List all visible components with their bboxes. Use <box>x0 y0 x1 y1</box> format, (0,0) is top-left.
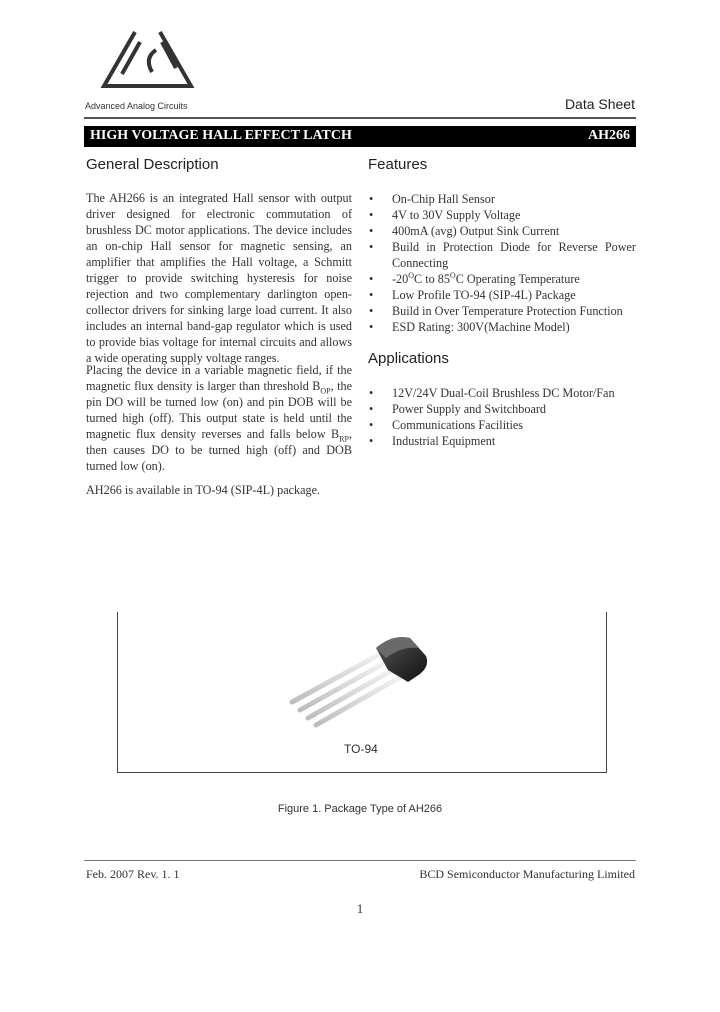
document-title: HIGH VOLTAGE HALL EFFECT LATCH <box>90 128 352 143</box>
applications-heading: Applications <box>368 350 449 367</box>
list-item: • Build in Protection Diode for Reverse Power Connecting <box>369 240 636 270</box>
header-divider <box>84 117 636 119</box>
part-number: AH266 <box>588 128 630 143</box>
to94-package-icon <box>280 630 440 730</box>
list-item: • Industrial Equipment <box>369 434 496 448</box>
general-description-heading: General Description <box>86 156 219 173</box>
description-paragraph-3: AH266 is available in TO-94 (SIP-4L) package. <box>86 483 321 497</box>
title-bar <box>84 126 636 147</box>
list-item: • 4V to 30V Supply Voltage <box>369 208 521 222</box>
description-paragraph-1: The AH266 is an integrated Hall sensor with output driver designed for electronic commutation of brushless DC motor applications. The device includes an on-chip Hall sensor for magnetic sensing, an amplifier that amplifies the Hall voltage, a Schmitt trigger to provide switching hysteresis for noise rejection and two complementary darlington open-collector drivers for sinking large load current. It also includes an internal band-gap regulator which is used to provide bias voltage for internal circuits and allows a wide operating supply voltage ranges. <box>86 191 352 365</box>
package-label: TO-94 <box>344 742 378 756</box>
list-item: • ESD Rating: 300V(Machine Model) <box>369 320 570 334</box>
footer-company: BCD Semiconductor Manufacturing Limited <box>419 867 635 881</box>
footer-divider <box>84 860 636 861</box>
page-number: 1 <box>356 901 364 916</box>
list-item: • Communications Facilities <box>369 418 524 432</box>
figure-caption: Figure 1. Package Type of AH266 <box>277 803 443 815</box>
list-item: • On-Chip Hall Sensor <box>369 192 495 206</box>
list-item: • 12V/24V Dual-Coil Brushless DC Motor/Fan <box>369 386 615 400</box>
list-item: • Low Profile TO-94 (SIP-4L) Package <box>369 288 576 302</box>
features-heading: Features <box>368 156 428 173</box>
company-logo-icon <box>100 28 195 90</box>
list-item: • 400mA (avg) Output Sink Current <box>369 224 560 238</box>
description-paragraph-2: Placing the device in a variable magnetic field, if the magnetic flux density is larger than threshold $B_{OP}$, the pin DO will be turned low (on) and pin DOB will be turned high (off). This output state is held until the magnetic flux density reverses and falls below $B_{RP}$, then causes DO to be turned high (off) and DOB turned low (on). <box>86 363 353 473</box>
footer-date-revision: Feb. 2007 Rev. 1. 1 <box>86 867 180 881</box>
applications-list <box>368 385 636 449</box>
features-list <box>368 191 636 335</box>
company-name: Advanced Analog Circuits <box>85 101 188 111</box>
list-item: • Power Supply and Switchboard <box>369 402 547 416</box>
doc-type-label: Data Sheet <box>564 96 635 112</box>
list-item: • Build in Over Temperature Protection Function <box>369 304 623 318</box>
list-item: • $-20^OC$ to $85^OC$ Operating Temperature <box>369 270 580 286</box>
